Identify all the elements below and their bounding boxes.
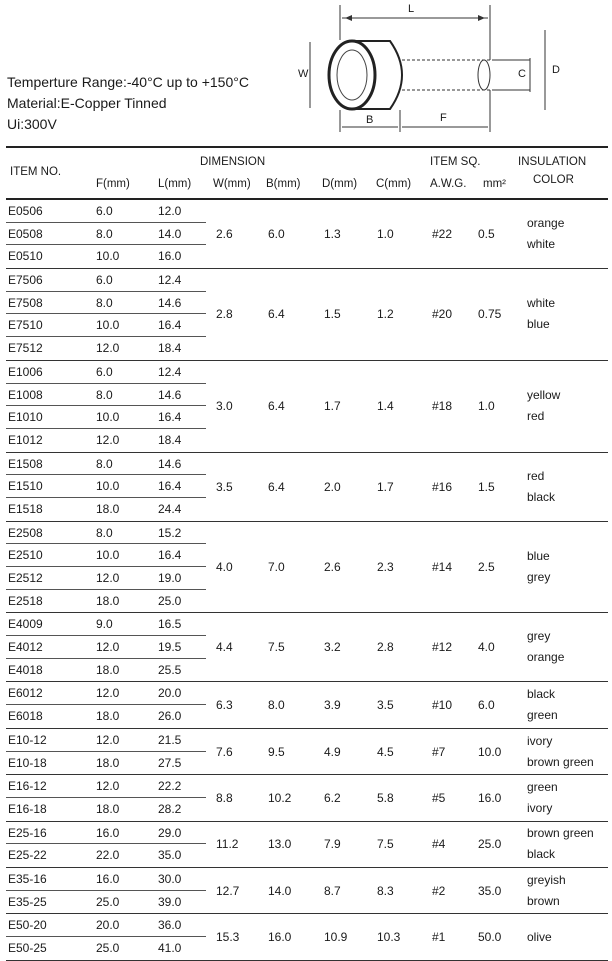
table-row	[6, 245, 608, 268]
l-value: 14.6	[158, 456, 182, 471]
d-value: 1.7	[324, 399, 341, 414]
insulation-color: black	[527, 489, 556, 504]
item-no: E16-12	[8, 779, 47, 794]
item-no: E4009	[8, 617, 43, 632]
w-value: 15.3	[216, 930, 240, 944]
ferrule-drawing	[290, 0, 612, 140]
l-value: 14.6	[158, 387, 182, 402]
table-row	[6, 406, 608, 429]
l-value: 14.0	[158, 226, 182, 241]
d-value: 10.9	[324, 930, 348, 944]
l-value: 41.0	[158, 941, 182, 955]
mm2-value: 1.0	[478, 399, 495, 414]
l-value: 12.4	[158, 364, 182, 379]
header-item-sq: ITEM SQ.	[430, 156, 481, 168]
header-f: F(mm)	[96, 178, 130, 190]
insulation-color: white	[527, 237, 556, 252]
mm2-value: 0.75	[478, 307, 502, 322]
d-value: 7.9	[324, 837, 341, 852]
item-no: E2510	[8, 548, 43, 563]
table-row	[6, 292, 608, 315]
insulation-color: grey	[527, 570, 551, 584]
insulation-color: ivory	[527, 733, 553, 748]
w-value: 2.8	[216, 307, 233, 322]
table-row	[6, 659, 608, 682]
c-value: 2.8	[377, 640, 394, 655]
awg-value: #12	[432, 640, 453, 655]
awg-value: #16	[432, 479, 453, 494]
header-d: D(mm)	[322, 178, 358, 190]
mm2-value: 10.0	[478, 744, 502, 759]
insulation-color: orange	[527, 650, 565, 665]
item-no: E25-16	[8, 825, 47, 840]
item-no: E10-12	[8, 732, 47, 747]
d-value: 3.9	[324, 698, 341, 713]
awg-value: #10	[432, 698, 453, 713]
item-no: E2518	[8, 593, 43, 608]
insulation-color: green	[527, 779, 558, 794]
insulation-color: greyish	[527, 872, 566, 887]
dim-label-l: L	[408, 3, 415, 15]
insulation-colors	[527, 200, 564, 268]
insulation-color: brown	[527, 893, 560, 908]
l-value: 36.0	[158, 918, 182, 933]
header-w: W(mm)	[213, 178, 251, 190]
item-no: E35-25	[8, 894, 47, 909]
insulation-colors	[527, 613, 564, 681]
w-value: 3.0	[216, 399, 233, 414]
dim-label-d: D	[552, 64, 560, 76]
f-value: 6.0	[96, 204, 113, 218]
f-value: 8.0	[96, 387, 113, 402]
b-value: 6.4	[268, 399, 285, 414]
f-value: 12.0	[96, 432, 120, 447]
insulation-color: ivory	[527, 800, 553, 815]
item-no: E1006	[8, 364, 43, 379]
l-value: 15.2	[158, 525, 182, 540]
table-row	[6, 636, 608, 659]
insulation-color: red	[527, 409, 545, 424]
b-value: 6.4	[268, 479, 285, 494]
item-group	[6, 775, 608, 821]
temperature-range: Temperture Range:-40°C up to +150°C	[7, 74, 249, 90]
table-row	[6, 544, 608, 567]
item-no: E35-16	[8, 871, 47, 886]
item-group	[6, 522, 608, 614]
mm2-value: 25.0	[478, 837, 502, 852]
item-no: E16-18	[8, 801, 47, 816]
table-row	[6, 891, 608, 914]
f-value: 10.0	[96, 548, 120, 563]
table-row	[6, 798, 608, 821]
mm2-value: 1.5	[478, 479, 495, 494]
l-value: 16.4	[158, 479, 182, 494]
item-group	[6, 868, 608, 914]
f-value: 6.0	[96, 364, 113, 379]
awg-value: #1	[432, 930, 446, 944]
c-value: 4.5	[377, 744, 394, 759]
item-group	[6, 269, 608, 361]
header-l: L(mm)	[158, 178, 192, 190]
dim-label-f: F	[440, 112, 447, 124]
awg-value: #2	[432, 883, 446, 898]
f-value: 12.0	[96, 571, 120, 585]
l-value: 29.0	[158, 825, 182, 840]
table-row	[6, 729, 608, 752]
table-row	[6, 429, 608, 452]
mm2-value: 0.5	[478, 227, 495, 242]
l-value: 25.0	[158, 593, 182, 608]
b-value: 8.0	[268, 698, 285, 713]
f-value: 6.0	[96, 273, 113, 288]
c-value: 1.0	[377, 227, 394, 242]
item-no: E50-20	[8, 918, 47, 933]
spec-block	[7, 72, 249, 135]
table-row	[6, 498, 608, 521]
f-value: 10.0	[96, 318, 120, 333]
awg-value: #22	[432, 227, 453, 242]
c-value: 10.3	[377, 930, 401, 944]
l-value: 16.4	[158, 410, 182, 425]
item-group	[6, 914, 608, 960]
insulation-color: white	[527, 296, 556, 311]
l-value: 28.2	[158, 801, 182, 816]
f-value: 25.0	[96, 941, 120, 955]
b-value: 10.2	[268, 790, 292, 805]
item-no: E0510	[8, 249, 43, 264]
table-row	[6, 269, 608, 292]
insulation-color: red	[527, 468, 545, 483]
d-value: 4.9	[324, 744, 341, 759]
table-row	[6, 223, 608, 246]
f-value: 12.0	[96, 686, 120, 701]
d-value: 6.2	[324, 790, 341, 805]
b-value: 9.5	[268, 744, 285, 759]
d-value: 8.7	[324, 883, 341, 898]
l-value: 18.4	[158, 341, 182, 356]
insulation-colors	[527, 868, 566, 913]
mm2-value: 35.0	[478, 883, 502, 898]
c-value: 8.3	[377, 883, 394, 898]
item-no: E25-22	[8, 848, 47, 863]
c-value: 1.2	[377, 307, 394, 322]
l-value: 16.4	[158, 318, 182, 333]
l-value: 25.5	[158, 662, 182, 677]
l-value: 39.0	[158, 894, 182, 909]
table-row	[6, 682, 608, 705]
table-row	[6, 822, 608, 845]
c-value: 7.5	[377, 837, 394, 852]
insulation-color: blue	[527, 317, 550, 332]
insulation-color: brown green	[527, 754, 594, 769]
f-value: 20.0	[96, 918, 120, 933]
header-mm2: mm²	[483, 178, 506, 190]
table-row	[6, 475, 608, 498]
insulation-color: brown green	[527, 826, 594, 841]
d-value: 2.6	[324, 560, 341, 574]
w-value: 7.6	[216, 744, 233, 759]
item-no: E0506	[8, 204, 43, 218]
voltage-rating: Ui:300V	[7, 116, 57, 132]
insulation-color: green	[527, 708, 558, 723]
f-value: 18.0	[96, 662, 120, 677]
mm2-value: 6.0	[478, 698, 495, 713]
b-value: 6.0	[268, 227, 285, 242]
w-value: 8.8	[216, 790, 233, 805]
table-body	[6, 200, 608, 961]
item-no: E2508	[8, 525, 43, 540]
material: Material:E-Copper Tinned	[7, 95, 167, 111]
c-value: 5.8	[377, 790, 394, 805]
l-value: 16.0	[158, 249, 182, 264]
item-no: E1508	[8, 456, 43, 471]
item-no: E1510	[8, 479, 43, 494]
f-value: 9.0	[96, 617, 113, 632]
insulation-colors	[527, 914, 552, 959]
table-row	[6, 522, 608, 545]
table-row	[6, 937, 608, 960]
item-no: E7510	[8, 318, 43, 333]
l-value: 19.0	[158, 571, 182, 585]
item-no: E7508	[8, 295, 43, 310]
awg-value: #18	[432, 399, 453, 414]
w-value: 12.7	[216, 883, 240, 898]
awg-value: #5	[432, 790, 446, 805]
table-row	[6, 844, 608, 867]
insulation-color: black	[527, 687, 556, 702]
f-value: 10.0	[96, 479, 120, 494]
insulation-color: yellow	[527, 388, 561, 403]
insulation-color: orange	[527, 216, 565, 231]
insulation-colors	[527, 453, 555, 521]
insulation-colors	[527, 822, 594, 867]
b-value: 6.4	[268, 307, 285, 322]
item-group	[6, 729, 608, 775]
insulation-color: blue	[527, 549, 550, 563]
f-value: 16.0	[96, 825, 120, 840]
table-row	[6, 337, 608, 360]
insulation-colors	[527, 361, 560, 452]
f-value: 12.0	[96, 341, 120, 356]
item-group	[6, 200, 608, 269]
item-no: E1518	[8, 501, 43, 516]
l-value: 22.2	[158, 779, 182, 794]
l-value: 30.0	[158, 871, 182, 886]
item-no: E1010	[8, 410, 43, 425]
item-no: E1012	[8, 432, 43, 447]
table-row	[6, 361, 608, 384]
d-value: 1.3	[324, 227, 341, 242]
w-value: 3.5	[216, 479, 233, 494]
l-value: 18.4	[158, 432, 182, 447]
insulation-color: black	[527, 847, 556, 862]
f-value: 10.0	[96, 249, 120, 264]
awg-value: #4	[432, 837, 446, 852]
item-no: E10-18	[8, 755, 47, 770]
f-value: 10.0	[96, 410, 120, 425]
header-c: C(mm)	[376, 178, 412, 190]
l-value: 12.4	[158, 273, 182, 288]
f-value: 8.0	[96, 525, 113, 540]
item-group	[6, 682, 608, 728]
l-value: 19.5	[158, 640, 182, 655]
insulation-color: olive	[527, 929, 552, 944]
l-value: 26.0	[158, 709, 182, 724]
mm2-value: 4.0	[478, 640, 495, 655]
item-no: E7506	[8, 273, 43, 288]
w-value: 6.3	[216, 698, 233, 713]
item-group	[6, 822, 608, 868]
f-value: 12.0	[96, 640, 120, 655]
header-b: B(mm)	[266, 178, 301, 190]
item-no: E6012	[8, 686, 43, 701]
item-no: E2512	[8, 571, 43, 585]
table-row	[6, 200, 608, 223]
dim-label-w: W	[298, 68, 309, 80]
header-awg: A.W.G.	[430, 178, 467, 190]
mm2-value: 50.0	[478, 930, 502, 944]
item-group	[6, 613, 608, 682]
table-row	[6, 567, 608, 590]
f-value: 18.0	[96, 801, 120, 816]
item-group	[6, 453, 608, 522]
header-color: COLOR	[533, 174, 574, 186]
item-no: E6018	[8, 709, 43, 724]
insulation-colors	[527, 775, 558, 820]
f-value: 18.0	[96, 593, 120, 608]
item-no: E0508	[8, 226, 43, 241]
l-value: 24.4	[158, 501, 182, 516]
mm2-value: 2.5	[478, 560, 495, 574]
c-value: 3.5	[377, 698, 394, 713]
awg-value: #7	[432, 744, 446, 759]
c-value: 1.4	[377, 399, 394, 414]
d-value: 1.5	[324, 307, 341, 322]
l-value: 20.0	[158, 686, 182, 701]
b-value: 7.5	[268, 640, 285, 655]
table-row	[6, 314, 608, 337]
item-no: E7512	[8, 341, 43, 356]
b-value: 14.0	[268, 883, 292, 898]
b-value: 13.0	[268, 837, 292, 852]
mm2-value: 16.0	[478, 790, 502, 805]
f-value: 8.0	[96, 226, 113, 241]
l-value: 12.0	[158, 204, 182, 218]
f-value: 12.0	[96, 779, 120, 794]
l-value: 16.5	[158, 617, 182, 632]
w-value: 4.0	[216, 560, 233, 574]
b-value: 16.0	[268, 930, 292, 944]
l-value: 16.4	[158, 548, 182, 563]
ferrule-spec-table	[6, 146, 608, 961]
table-row	[6, 752, 608, 775]
item-no: E4012	[8, 640, 43, 655]
header-item-no: ITEM NO.	[10, 166, 62, 178]
insulation-color: grey	[527, 629, 551, 644]
f-value: 22.0	[96, 848, 120, 863]
w-value: 11.2	[216, 837, 239, 852]
f-value: 25.0	[96, 894, 120, 909]
item-no: E4018	[8, 662, 43, 677]
d-value: 2.0	[324, 479, 341, 494]
d-value: 3.2	[324, 640, 341, 655]
f-value: 12.0	[96, 732, 120, 747]
item-group	[6, 361, 608, 453]
w-value: 4.4	[216, 640, 233, 655]
c-value: 1.7	[377, 479, 394, 494]
l-value: 14.6	[158, 295, 182, 310]
insulation-colors	[527, 729, 594, 774]
w-value: 2.6	[216, 227, 233, 242]
table-row	[6, 775, 608, 798]
table-row	[6, 613, 608, 636]
f-value: 8.0	[96, 456, 113, 471]
table-row	[6, 705, 608, 728]
l-value: 21.5	[158, 732, 182, 747]
insulation-colors	[527, 522, 550, 613]
l-value: 35.0	[158, 848, 182, 863]
f-value: 8.0	[96, 295, 113, 310]
l-value: 27.5	[158, 755, 182, 770]
dim-label-c: C	[518, 68, 526, 80]
item-no: E1008	[8, 387, 43, 402]
table-row	[6, 590, 608, 613]
b-value: 7.0	[268, 560, 285, 574]
table-row	[6, 868, 608, 891]
f-value: 18.0	[96, 501, 120, 516]
c-value: 2.3	[377, 560, 394, 574]
header-insulation: INSULATION	[518, 156, 587, 168]
header-dimension: DIMENSION	[200, 156, 266, 168]
dim-label-b: B	[366, 114, 374, 126]
table-row	[6, 384, 608, 407]
awg-value: #14	[432, 560, 453, 574]
f-value: 18.0	[96, 709, 120, 724]
item-no: E50-25	[8, 941, 47, 955]
insulation-colors	[527, 269, 555, 360]
ferrule-diagram	[290, 0, 612, 140]
insulation-colors	[527, 682, 558, 727]
awg-value: #20	[432, 307, 453, 322]
table-row	[6, 453, 608, 476]
f-value: 16.0	[96, 871, 120, 886]
table-header	[6, 146, 608, 200]
f-value: 18.0	[96, 755, 120, 770]
